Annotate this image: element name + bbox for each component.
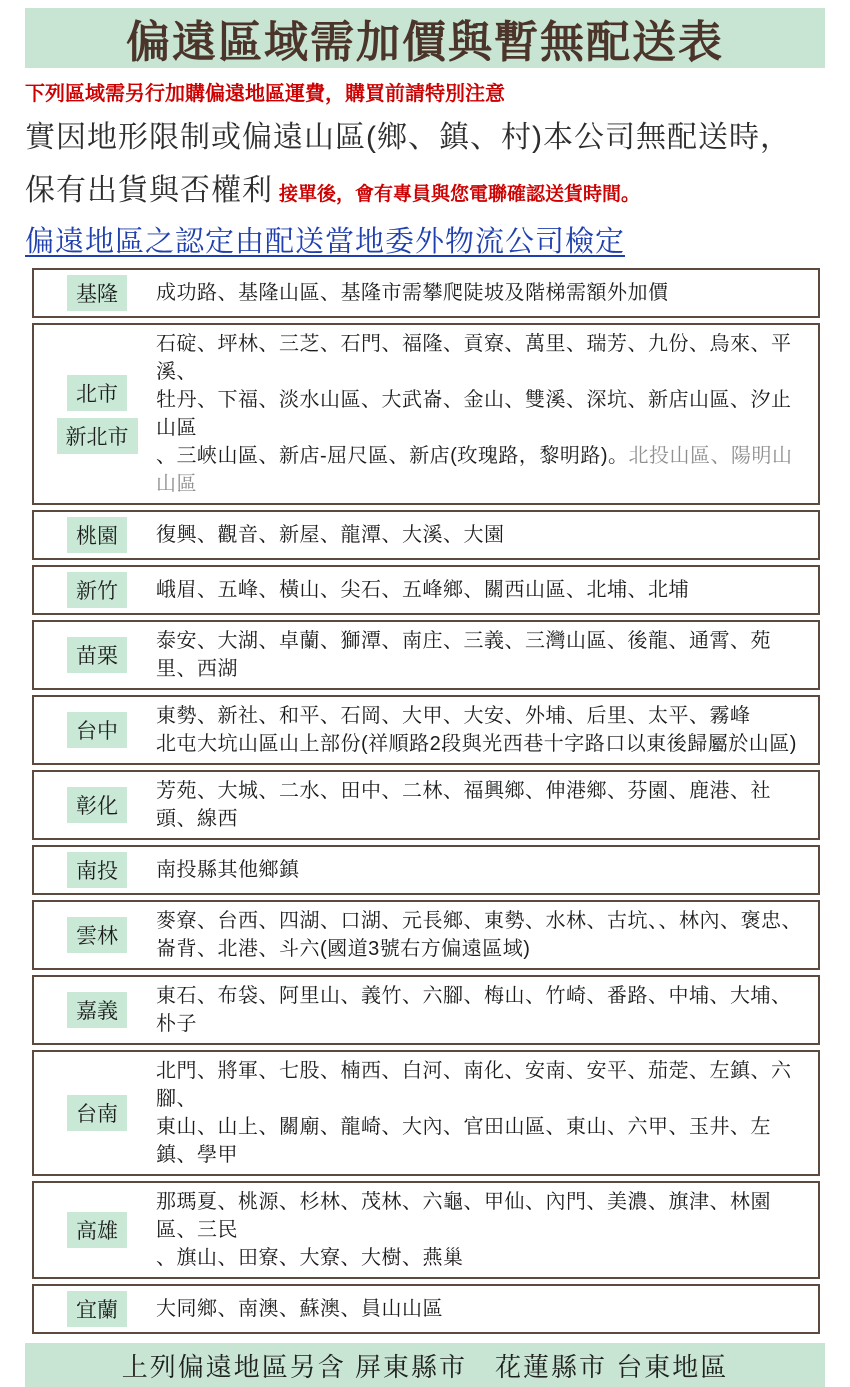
region-areas-content: [152, 856, 810, 884]
table-row: [32, 565, 820, 615]
region-label-column: [42, 712, 152, 748]
region-areas-content: [152, 330, 810, 498]
region-areas-content: [152, 1057, 810, 1169]
region-areas-content: [152, 1188, 810, 1272]
region-label-column: [42, 1212, 152, 1248]
region-areas-line: 麥寮、台西、四湖、口湖、元長鄉、東勢、水林、古坑、、林內、褒忠、: [156, 910, 802, 932]
page-title: 偏遠區域需加價與暫無配送表: [126, 18, 724, 67]
table-row: [32, 510, 820, 560]
region-areas-line: 牡丹、下福、淡水山區、大武崙、金山、雙溪、深坑、新店山區、汐止山區: [156, 389, 792, 439]
region-areas-content: [152, 1295, 810, 1323]
region-label: 高雄: [67, 1212, 127, 1248]
region-label-column: [42, 572, 152, 608]
region-label: 南投: [67, 852, 127, 888]
region-label: 新北市: [57, 418, 138, 454]
region-areas-content: [152, 576, 810, 604]
table-row: [32, 620, 820, 690]
region-label: 嘉義: [67, 992, 127, 1028]
policy-statement-line1: 實因地形限制或偏遠山區(鄉、鎮、村)本公司無配送時，: [25, 121, 791, 154]
region-areas-content: [152, 279, 810, 307]
table-row: [32, 900, 820, 970]
table-row: [32, 845, 820, 895]
region-label: 雲林: [67, 917, 127, 953]
region-label-column: [42, 992, 152, 1028]
table-row: [32, 695, 820, 765]
region-label-column: [42, 787, 152, 823]
region-label: 台南: [67, 1095, 127, 1131]
table-row: [32, 975, 820, 1045]
region-label-column: [42, 1291, 152, 1327]
footer-bar: [25, 1343, 825, 1387]
blue-definition-note: 偏遠地區之認定由配送當地委外物流公司檢定: [25, 226, 626, 258]
region-areas-line: 泰安、大湖、卓蘭、獅潭、南庄、三義、三灣山區、後龍、通霄、苑里、西湖: [156, 630, 771, 680]
policy-statement-line2-red: 接單後，會有專員與您電聯確認送貨時間。: [279, 183, 641, 205]
region-label-column: [42, 375, 152, 454]
region-label: 宜蘭: [67, 1291, 127, 1327]
region-areas-content: [152, 521, 810, 549]
region-label: 北市: [67, 375, 127, 411]
region-areas-line: 、三峽山區、新店-屈尺區、新店(玫瑰路，黎明路)。北投山區、陽明山山區: [156, 445, 793, 495]
region-areas-line: 那瑪夏、桃源、杉林、茂林、六龜、甲仙、內門、美濃、旗津、林園區、三民: [156, 1191, 771, 1241]
table-row: [32, 1050, 820, 1176]
region-label: 台中: [67, 712, 127, 748]
gray-area-note: 北投山區、陽明山山區: [156, 445, 793, 495]
region-areas-line: 東勢、新社、和平、石岡、大甲、大安、外埔、后里、太平、霧峰: [156, 705, 751, 727]
region-areas-line: 石碇、坪林、三芝、石門、福隆、貢寮、萬里、瑞芳、九份、烏來、平溪、: [156, 333, 792, 383]
table-row: [32, 770, 820, 840]
region-areas-content: [152, 777, 810, 833]
footer-text: 上列偏遠地區另含 屏東縣市 花蓮縣市 台東地區: [121, 1351, 729, 1382]
region-areas-line: 芳苑、大城、二水、田中、二林、福興鄉、伸港鄉、芬園、鹿港、社頭、線西: [156, 780, 771, 830]
table-row: [32, 268, 820, 318]
region-label-column: [42, 852, 152, 888]
table-row: [32, 1284, 820, 1334]
region-areas-content: [152, 907, 810, 963]
region-label: 苗栗: [67, 637, 127, 673]
table-row: [32, 323, 820, 505]
region-label: 彰化: [67, 787, 127, 823]
region-areas-line: 南投縣其他鄉鎮: [156, 859, 300, 881]
region-areas-content: [152, 627, 810, 683]
region-areas-line: 東山、山上、關廟、龍崎、大內、官田山區、東山、六甲、玉井、左鎮、學甲: [156, 1116, 771, 1166]
region-label-column: [42, 1095, 152, 1131]
region-areas-content: [152, 702, 810, 758]
region-label-column: [42, 517, 152, 553]
region-areas-line: 北門、將軍、七股、楠西、白河、南化、安南、安平、茄萣、左鎮、六腳、: [156, 1060, 792, 1110]
table-row: [32, 1181, 820, 1279]
region-areas-content: [152, 982, 810, 1038]
region-label-column: [42, 637, 152, 673]
policy-statement-line2-black: 保有出貨與否權利: [25, 174, 273, 207]
region-areas-line: 崙背、北港、斗六(國道3號右方偏遠區域): [156, 938, 531, 960]
region-table: [32, 268, 820, 1334]
title-bar: [25, 8, 825, 68]
region-areas-line: 、旗山、田寮、大寮、大樹、燕巢: [156, 1247, 464, 1269]
region-label-column: [42, 275, 152, 311]
region-areas-line: 復興、觀音、新屋、龍潭、大溪、大園: [156, 524, 505, 546]
region-areas-line: 大同鄉、南澳、蘇澳、員山山區: [156, 1298, 443, 1320]
region-label: 新竹: [67, 572, 127, 608]
policy-statement-line2: [25, 165, 825, 209]
region-areas-line: 北屯大坑山區山上部份(祥順路2段與光西巷十字路口以東後歸屬於山區): [156, 733, 797, 755]
region-label: 桃園: [67, 517, 127, 553]
region-label-column: [42, 917, 152, 953]
region-areas-line: 東石、布袋、阿里山、義竹、六腳、梅山、竹崎、番路、中埔、大埔、朴子: [156, 985, 792, 1035]
region-areas-line: 峨眉、五峰、橫山、尖石、五峰鄉、關西山區、北埔、北埔: [156, 579, 689, 601]
red-warning-text: 下列區域需另行加購偏遠地區運費，購買前請特別注意: [25, 81, 505, 105]
region-label: 基隆: [67, 275, 127, 311]
region-areas-line: 成功路、基隆山區、基隆市需攀爬陡坡及階梯需額外加價: [156, 282, 669, 304]
